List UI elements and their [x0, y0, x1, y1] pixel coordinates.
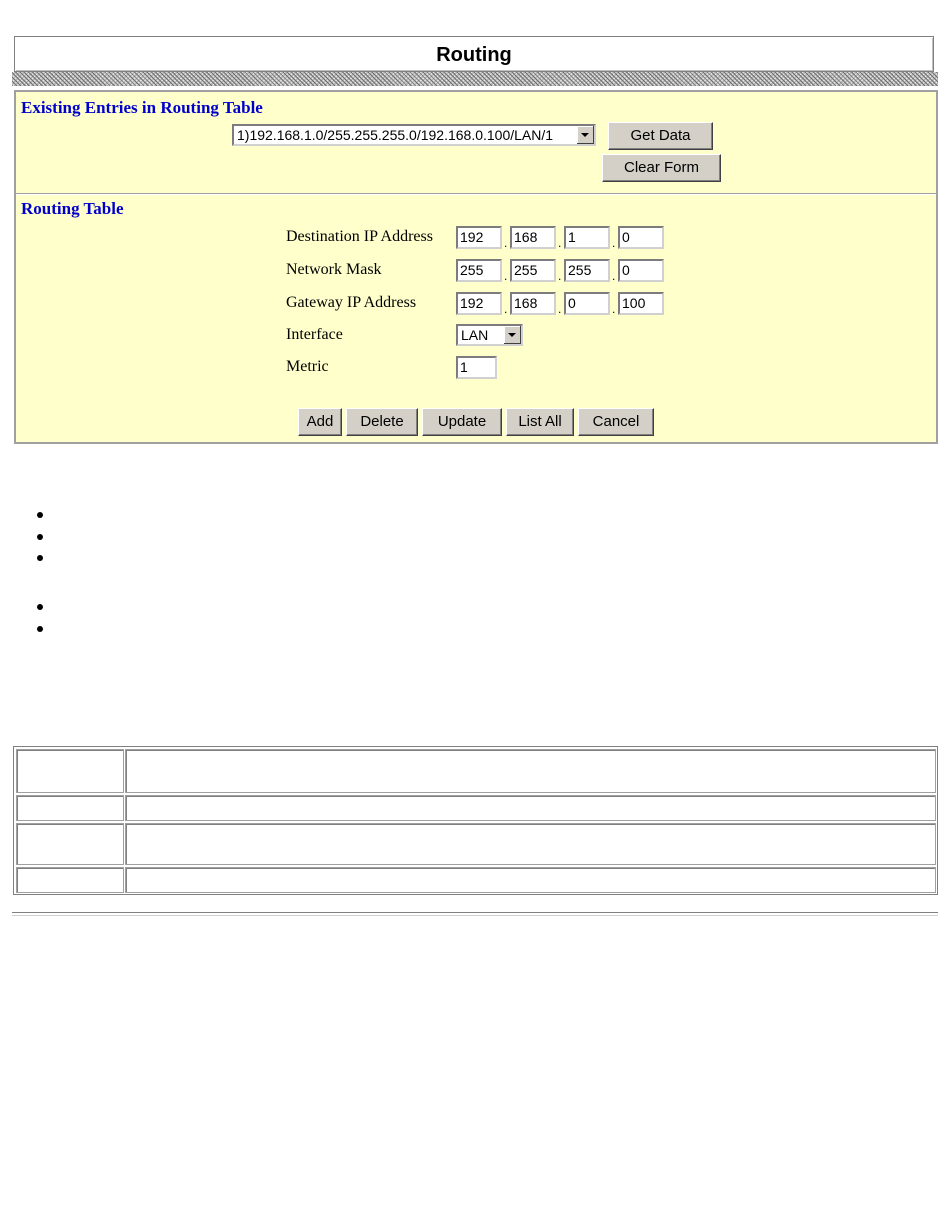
network-mask-octet-1[interactable]: 255 — [456, 259, 502, 282]
get-data-button[interactable]: Get Data — [608, 122, 713, 150]
gateway-ip-octet-3[interactable]: 0 — [564, 292, 610, 315]
header-divider — [12, 72, 938, 86]
ip-separator: . — [504, 236, 508, 250]
network-mask-octet-4[interactable]: 0 — [618, 259, 664, 282]
routing-form-panel — [14, 90, 938, 444]
ip-separator: . — [558, 302, 562, 316]
ip-separator: . — [558, 236, 562, 250]
table-cell — [125, 795, 936, 821]
metric-label: Metric — [286, 358, 329, 375]
ip-separator: . — [504, 269, 508, 283]
chevron-down-icon[interactable] — [503, 326, 521, 344]
table-cell — [125, 749, 936, 793]
existing-entries-select[interactable] — [232, 124, 596, 146]
gateway-ip-octet-1[interactable]: 192 — [456, 292, 502, 315]
clear-form-button[interactable]: Clear Form — [602, 154, 721, 182]
gateway-ip-label: Gateway IP Address — [286, 294, 417, 311]
interface-selected: LAN — [461, 327, 489, 343]
interface-label: Interface — [286, 326, 343, 343]
list-all-button[interactable]: List All — [506, 408, 574, 436]
table-cell — [125, 823, 936, 865]
list-bullet — [37, 626, 43, 632]
routing-table-title: Routing Table — [21, 199, 124, 218]
table-cell — [16, 823, 124, 865]
list-bullet — [37, 534, 43, 540]
ip-separator: . — [612, 236, 616, 250]
network-mask-octet-3[interactable]: 255 — [564, 259, 610, 282]
page-header — [14, 36, 934, 72]
chevron-down-icon[interactable] — [576, 126, 594, 144]
delete-button[interactable]: Delete — [346, 408, 418, 436]
table-cell — [125, 867, 936, 893]
ip-separator: . — [612, 269, 616, 283]
ip-separator: . — [558, 269, 562, 283]
destination-ip-octet-1[interactable]: 192 — [456, 226, 502, 249]
network-mask-octet-2[interactable]: 255 — [510, 259, 556, 282]
destination-ip-octet-4[interactable]: 0 — [618, 226, 664, 249]
table-cell — [16, 749, 124, 793]
network-mask-label: Network Mask — [286, 261, 382, 278]
gateway-ip-octet-2[interactable]: 168 — [510, 292, 556, 315]
update-button[interactable]: Update — [422, 408, 502, 436]
existing-entries-title: Existing Entries in Routing Table — [21, 98, 263, 117]
destination-ip-octet-2[interactable]: 168 — [510, 226, 556, 249]
table-cell — [16, 795, 124, 821]
add-button[interactable]: Add — [298, 408, 342, 436]
ip-separator: . — [612, 302, 616, 316]
metric-input[interactable]: 1 — [456, 356, 497, 379]
gateway-ip-octet-4[interactable]: 100 — [618, 292, 664, 315]
horizontal-rule — [12, 912, 938, 916]
destination-ip-octet-3[interactable]: 1 — [564, 226, 610, 249]
list-bullet — [37, 512, 43, 518]
list-bullet — [37, 555, 43, 561]
existing-entries-selected: 1)192.168.1.0/255.255.255.0/192.168.0.100/LAN/1 — [237, 127, 554, 143]
cancel-button[interactable]: Cancel — [578, 408, 654, 436]
interface-select[interactable] — [456, 324, 523, 346]
page-title: Routing — [436, 44, 512, 66]
destination-ip-label: Destination IP Address — [286, 228, 433, 245]
ip-separator: . — [504, 302, 508, 316]
list-bullet — [37, 604, 43, 610]
section-divider — [16, 193, 936, 195]
table-cell — [16, 867, 124, 893]
description-table — [13, 746, 938, 895]
